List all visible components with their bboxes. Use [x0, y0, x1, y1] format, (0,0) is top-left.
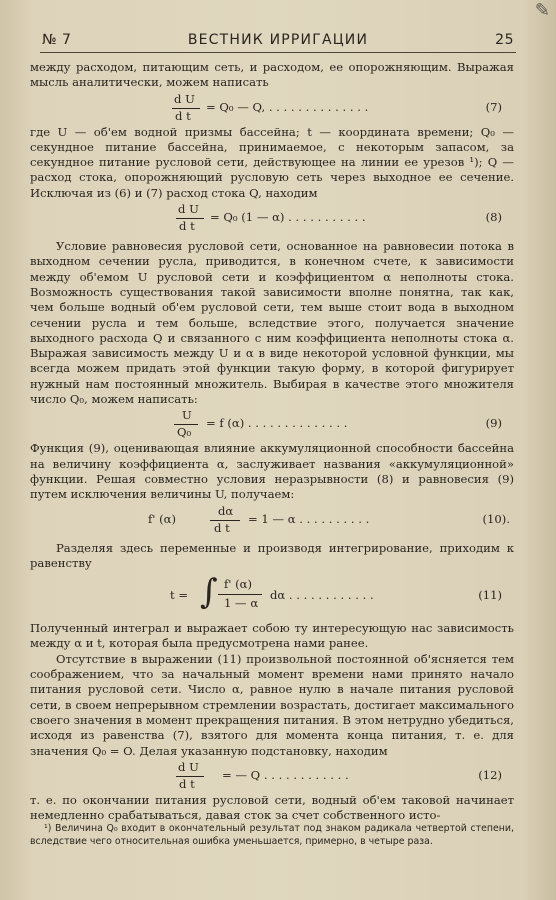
pencil-mark-icon: ✎ [534, 0, 550, 21]
paragraph: Разделяя здесь переменные и производя интегрирование, приходим к равенству [30, 540, 514, 570]
equation-rhs: dα . . . . . . . . . . . . [270, 588, 374, 603]
page-number: 25 [495, 32, 514, 48]
fraction-bar [218, 594, 262, 595]
fraction-denominator: d t [214, 520, 230, 535]
paragraph: Полученный интеграл и выражает собою ту интересующую нас зависимость между α и t, которая была предусмотрена нами ранее. [30, 621, 514, 651]
fraction-numerator: dα [218, 503, 234, 518]
equation-number: (8) [485, 210, 502, 225]
paragraph: Функция (9), оценивающая влияние аккумуляционной способности бассейна на величину коэффициента α, заслуживает названия «аккумуляционной» функции. Решая совместно условия неразрывности (8) и равновесия (9) путем исключения величины U, получаем: [30, 441, 514, 502]
paragraph: где U — об'ем водной призмы бассейна; t — координата времени; Q₀ — секундное питание бассейна, принимаемое, с некоторым запасом, за секундное питание русловой сети, действующее на линии ее урезов ¹); Q — расход стока, опорожняющий русловую сеть через выходное ее сечение. Исключая из (6) и (7) расход стока Q, находим [30, 124, 514, 200]
fraction-denominator: d t [179, 776, 195, 791]
fraction-numerator: U [182, 408, 192, 423]
paragraph: Отсутствие в выражении (11) произвольной постоянной об'ясняется тем соображением, что за начальный момент времени нами принято начало питания русловой сети. Число α, равное нулю в начале питания русловой сети, в своем непрерывном стремлении возрастать, достигает максимального своего значения в момент прекращения питания. В этом нетрудно убедиться, исходя из равенства (7), взятого для момента конца питания, т. е. для значения Q₀ = O. Делая указанную подстановку, находим [30, 651, 514, 758]
fraction-numerator: d U [178, 759, 199, 774]
issue-number: № 7 [42, 32, 72, 48]
footnote-text: ¹) Величина Q₀ входит в окончательный результат под знаком радикала четвертой степени, вследствие чего относительная ошибка уменьшается, примерно, в четыре раза. [30, 823, 514, 847]
journal-title: ВЕСТНИК ИРРИГАЦИИ [187, 32, 369, 48]
equation-7 [30, 92, 514, 124]
article-body [30, 60, 514, 823]
page-header [40, 30, 516, 53]
fraction-numerator: f' (α) [224, 577, 253, 592]
fraction-denominator: d t [179, 219, 195, 234]
fraction-denominator: d t [175, 108, 191, 123]
equation-number: (9) [485, 416, 502, 431]
paragraph: Условие равновесия русловой сети, основанное на равновесии потока в выходном сечении русла, приводится, в конечном счете, к зависимости между об'емом U русловой сети и коэффициентом α неполноты стока. Возможность существования такой зависимости вполне понятна, так как, чем больше водный об'ем русловой сети, тем выше стоит вода в выходном сечении русла и тем больше, вследствие этого, получается значение выходного расхода Q и связанного с ним коэффициента неполноты стока α. Выражая зависимость между U и α в виде некоторой условной функции, мы всегда можем придать этой функции такую форму, в которой фигурирует нужный нам постоянный множитель. Выбирая в качестве этого множителя число Q₀, можем написать: [30, 239, 514, 407]
equation-10 [30, 504, 514, 536]
equation-lhs: t = [170, 588, 189, 603]
equation-12 [30, 760, 514, 792]
equation-11 [30, 572, 514, 620]
equation-8 [30, 202, 514, 234]
equation-number: (12) [478, 767, 502, 782]
equation-number: (11) [478, 588, 502, 603]
fraction-denominator: Q₀ [177, 425, 192, 440]
equation-number: (7) [485, 99, 502, 114]
equation-lhs: f' (α) [148, 511, 177, 526]
footnote [30, 822, 514, 848]
equation-rhs: = Q₀ — Q, . . . . . . . . . . . . . . [206, 99, 369, 114]
equation-number: (10). [482, 511, 510, 526]
equation-rhs: = 1 — α . . . . . . . . . . [248, 511, 370, 526]
fraction-numerator: d U [178, 202, 199, 217]
paragraph: между расходом, питающим сеть, и расходом, ее опорожняющим. Выражая мысль аналитически, можем написать [30, 60, 514, 90]
equation-rhs: = f (α) . . . . . . . . . . . . . . [206, 416, 348, 431]
equation-rhs: = Q₀ (1 — α) . . . . . . . . . . . [210, 210, 366, 225]
equation-rhs: = — Q . . . . . . . . . . . . [222, 767, 349, 782]
fraction-denominator: 1 — α [224, 596, 259, 611]
paragraph: т. е. по окончании питания русловой сети, водный об'ем таковой начинает немедленно срабатываться, давая сток за счет собственного исто- [30, 792, 514, 823]
integral-sign: ∫ [200, 572, 218, 613]
equation-9 [30, 408, 514, 440]
fraction-numerator: d U [174, 91, 195, 106]
